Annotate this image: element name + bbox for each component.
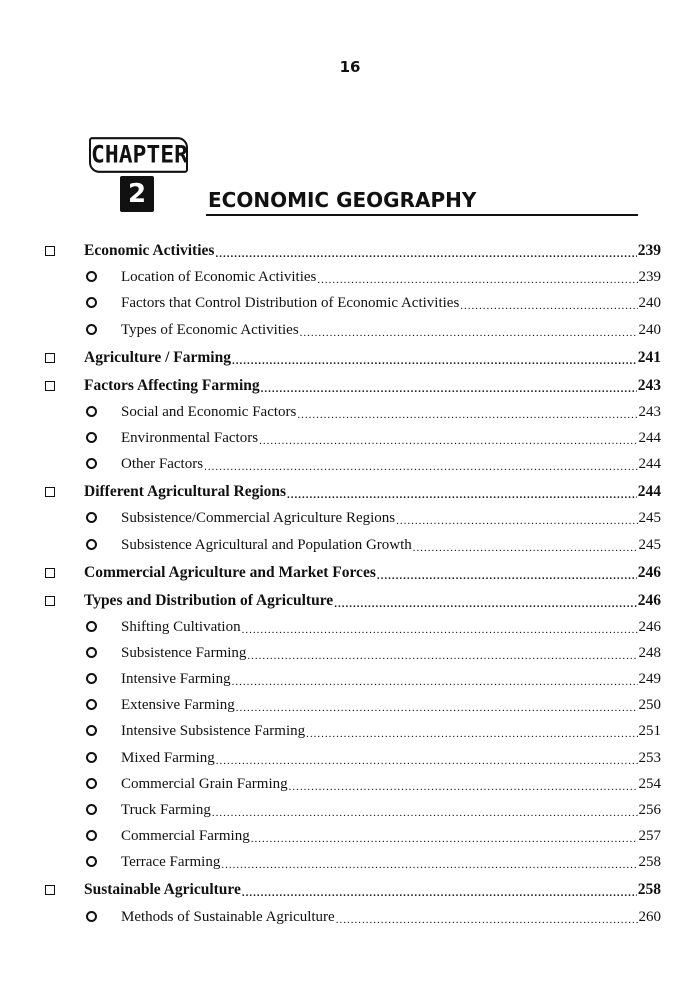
toc-entry-page: 243: [637, 376, 661, 394]
toc-entry-page: 248: [638, 644, 661, 661]
circle-bullet-icon: [86, 699, 97, 710]
toc-subsection-entry[interactable]: [0, 288, 700, 314]
toc-entry-line: [84, 483, 661, 501]
toc-section-entry[interactable]: [0, 341, 700, 369]
table-of-contents: [0, 234, 700, 928]
toc-subsection-entry[interactable]: [0, 638, 700, 664]
toc-entry-label: Intensive Farming: [121, 671, 231, 688]
circle-bullet-icon: [86, 911, 97, 922]
page-number: 16: [339, 58, 361, 76]
dot-leader: [334, 599, 637, 610]
dot-leader: [287, 490, 637, 501]
circle-bullet-icon: [86, 539, 97, 550]
square-bullet-icon: [45, 885, 55, 895]
toc-section-entry[interactable]: [0, 873, 700, 901]
dot-leader: [336, 915, 638, 926]
dot-leader: [236, 703, 638, 714]
circle-bullet-icon: [86, 778, 97, 789]
circle-bullet-icon: [86, 647, 97, 658]
toc-entry-line: [84, 242, 661, 260]
toc-entry-page: 240: [638, 321, 661, 338]
toc-entry-label: Extensive Farming: [121, 697, 235, 714]
dot-leader: [306, 729, 637, 740]
toc-entry-line: [121, 697, 661, 714]
toc-entry-label: Shifting Cultivation: [121, 618, 241, 635]
toc-entry-label: Types of Economic Activities: [121, 321, 299, 338]
toc-entry-line: [84, 349, 661, 367]
toc-entry-line: [121, 854, 661, 871]
dot-leader: [300, 328, 638, 339]
toc-subsection-entry[interactable]: [0, 397, 700, 423]
toc-subsection-entry[interactable]: [0, 716, 700, 742]
square-bullet-icon: [45, 381, 55, 391]
toc-entry-label: Terrace Farming: [121, 854, 221, 871]
toc-entry-label: Economic Activities: [84, 242, 215, 259]
toc-entry-page: 258: [637, 881, 661, 899]
toc-entry-label: Subsistence Agricultural and Population Growth: [121, 536, 412, 553]
dot-leader: [242, 625, 638, 636]
dot-leader: [317, 275, 637, 286]
toc-entry-page: 246: [637, 591, 661, 609]
circle-bullet-icon: [86, 673, 97, 684]
dot-leader: [204, 462, 637, 473]
toc-entry-page: 246: [637, 563, 661, 581]
toc-subsection-entry[interactable]: [0, 847, 700, 873]
dot-leader: [289, 782, 638, 793]
toc-entry-page: 249: [638, 671, 661, 688]
toc-entry-page: 250: [638, 697, 661, 714]
dot-leader: [460, 301, 637, 312]
toc-entry-page: 260: [638, 908, 661, 925]
dot-leader: [377, 571, 637, 582]
circle-bullet-icon: [86, 512, 97, 523]
title-underline: [206, 214, 638, 216]
circle-bullet-icon: [86, 856, 97, 867]
toc-entry-line: [121, 404, 661, 421]
square-bullet-icon: [45, 568, 55, 578]
toc-subsection-entry[interactable]: [0, 423, 700, 449]
dot-leader: [215, 249, 636, 260]
toc-entry-page: 256: [638, 802, 661, 818]
dot-leader: [247, 651, 637, 662]
toc-entry-line: [84, 881, 661, 899]
toc-entry-line: [121, 295, 661, 312]
toc-entry-label: Truck Farming: [121, 802, 211, 818]
circle-bullet-icon: [86, 621, 97, 632]
toc-subsection-entry[interactable]: [0, 503, 700, 529]
square-bullet-icon: [45, 353, 55, 363]
toc-section-entry[interactable]: [0, 475, 700, 503]
toc-entry-label: Commercial Grain Farming: [121, 775, 288, 792]
toc-entry-label: Mixed Farming: [121, 749, 215, 766]
toc-entry-label: Subsistence/Commercial Agriculture Regions: [121, 510, 396, 527]
toc-entry-page: 245: [638, 510, 661, 527]
toc-section-entry[interactable]: [0, 369, 700, 397]
toc-section-entry[interactable]: [0, 584, 700, 612]
dot-leader: [261, 384, 637, 395]
dot-leader: [232, 677, 638, 688]
toc-entry-label: Methods of Sustainable Agriculture: [121, 908, 335, 925]
dot-leader: [212, 808, 638, 819]
chapter-number: 2: [120, 176, 154, 212]
circle-bullet-icon: [86, 271, 97, 282]
toc-entry-page: 257: [638, 828, 661, 845]
toc-entry-line: [121, 430, 661, 447]
toc-entry-page: 245: [638, 536, 661, 553]
toc-entry-label: Types and Distribution of Agriculture: [84, 591, 334, 609]
circle-bullet-icon: [86, 830, 97, 841]
square-bullet-icon: [45, 596, 55, 606]
dot-leader: [242, 888, 637, 899]
toc-entry-label: Factors Affecting Farming: [84, 376, 260, 394]
toc-entry-line: [84, 592, 661, 610]
toc-entry-label: Environmental Factors: [121, 429, 259, 446]
circle-bullet-icon: [86, 432, 97, 443]
toc-entry-page: 244: [638, 456, 661, 473]
circle-bullet-icon: [86, 297, 97, 308]
toc-entry-line: [121, 828, 661, 845]
circle-bullet-icon: [86, 324, 97, 335]
toc-entry-label: Other Factors: [121, 456, 204, 473]
toc-entry-page: 239: [638, 269, 661, 286]
toc-subsection-entry[interactable]: [0, 795, 700, 821]
toc-entry-label: Sustainable Agriculture: [84, 881, 241, 899]
toc-entry-line: [121, 269, 661, 286]
dot-leader: [251, 834, 638, 845]
dot-leader: [221, 860, 637, 871]
square-bullet-icon: [45, 246, 55, 256]
toc-subsection-entry[interactable]: [0, 901, 700, 927]
toc-entry-page: 241: [637, 348, 661, 366]
toc-section-entry[interactable]: [0, 234, 700, 262]
toc-entry-line: [121, 909, 661, 926]
toc-subsection-entry[interactable]: [0, 664, 700, 690]
toc-entry-page: 246: [638, 618, 661, 635]
toc-entry-line: [84, 564, 661, 582]
toc-subsection-entry[interactable]: [0, 821, 700, 847]
toc-entry-page: 244: [638, 429, 661, 446]
toc-subsection-entry[interactable]: [0, 690, 700, 716]
dot-leader: [259, 436, 637, 447]
toc-entry-line: [84, 377, 661, 395]
circle-bullet-icon: [86, 752, 97, 763]
dot-leader: [216, 756, 638, 767]
toc-entry-label: Commercial Farming: [121, 828, 250, 845]
toc-entry-line: [121, 802, 661, 819]
toc-entry-line: [121, 750, 661, 767]
toc-entry-line: [121, 671, 661, 688]
toc-section-entry[interactable]: [0, 556, 700, 584]
toc-entry-label: Social and Economic Factors: [121, 403, 297, 420]
circle-bullet-icon: [86, 725, 97, 736]
dot-leader: [413, 543, 638, 554]
toc-entry-label: Commercial Agriculture and Market Forces: [84, 563, 376, 581]
toc-entry-page: 244: [637, 483, 661, 501]
toc-entry-label: Subsistence Farming: [121, 644, 247, 661]
toc-entry-line: [121, 645, 661, 662]
dot-leader: [396, 516, 637, 527]
toc-subsection-entry[interactable]: [0, 449, 700, 475]
toc-entry-page: 254: [638, 775, 661, 792]
toc-entry-line: [121, 537, 661, 554]
toc-entry-label: Agriculture / Farming: [84, 348, 231, 366]
toc-entry-page: 258: [638, 854, 661, 871]
toc-entry-page: 251: [638, 723, 661, 740]
toc-entry-label: Different Agricultural Regions: [84, 483, 287, 501]
toc-subsection-entry[interactable]: [0, 529, 700, 555]
toc-subsection-entry[interactable]: [0, 262, 700, 288]
chapter-label: CHAPTER: [89, 137, 188, 173]
circle-bullet-icon: [86, 406, 97, 417]
toc-entry-page: 253: [638, 749, 661, 766]
square-bullet-icon: [45, 487, 55, 497]
chapter-title: ECONOMIC GEOGRAPHY: [208, 188, 477, 212]
toc-subsection-entry[interactable]: [0, 742, 700, 768]
toc-entry-label: Intensive Subsistence Farming: [121, 723, 306, 740]
toc-subsection-entry[interactable]: [0, 612, 700, 638]
toc-subsection-entry[interactable]: [0, 769, 700, 795]
circle-bullet-icon: [86, 458, 97, 469]
dot-leader: [232, 356, 637, 367]
toc-entry-line: [121, 510, 661, 527]
toc-entry-page: 239: [637, 242, 661, 259]
toc-entry-page: 243: [638, 403, 661, 420]
toc-entry-line: [121, 723, 661, 740]
toc-entry-line: [121, 456, 661, 473]
toc-entry-label: Factors that Control Distribution of Economic Activities: [121, 295, 460, 312]
toc-entry-line: [121, 619, 661, 636]
dot-leader: [297, 410, 637, 421]
toc-subsection-entry[interactable]: [0, 314, 700, 340]
toc-entry-line: [121, 322, 661, 339]
circle-bullet-icon: [86, 804, 97, 815]
toc-entry-label: Location of Economic Activities: [121, 269, 317, 286]
toc-entry-line: [121, 776, 661, 793]
toc-entry-page: 240: [638, 295, 661, 312]
